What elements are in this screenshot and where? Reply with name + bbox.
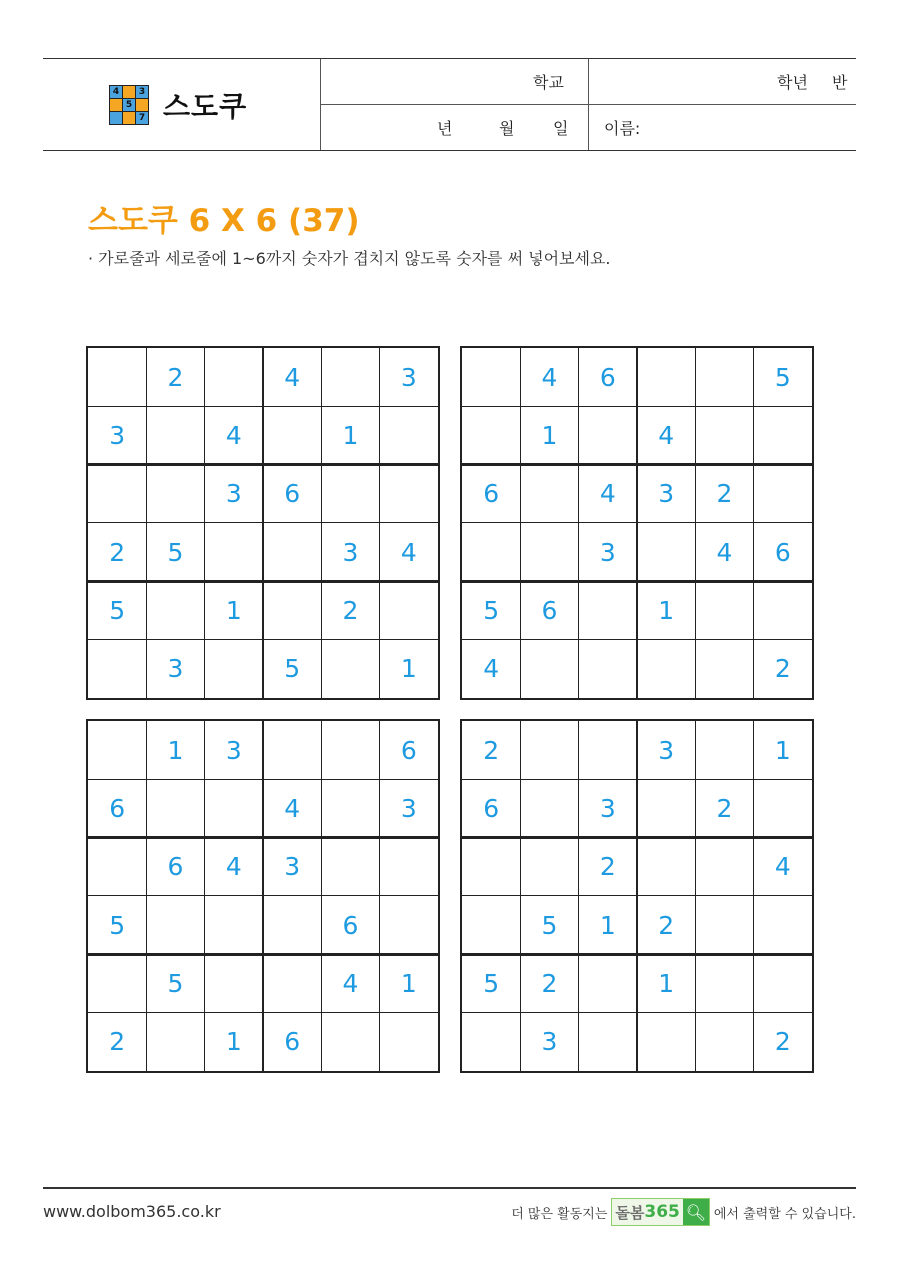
empty-cell[interactable] [754, 406, 812, 464]
given-digit-cell: 3 [658, 735, 675, 765]
logo-digit [110, 112, 122, 124]
brand-number: 365 [644, 1202, 680, 1222]
given-digit-cell: 4 [541, 362, 558, 392]
given-digit-cell: 5 [483, 595, 500, 625]
given-digit-cell: 3 [599, 793, 616, 823]
given-digit-cell: 6 [109, 793, 126, 823]
given-digit-cell: 5 [167, 968, 184, 998]
given-digit-cell: 6 [284, 479, 301, 509]
empty-cell[interactable] [88, 640, 146, 698]
given-digit-cell: 4 [774, 852, 791, 882]
given-digit-cell: 2 [541, 968, 558, 998]
given-digit-cell: 6 [483, 793, 500, 823]
empty-cell[interactable] [754, 954, 812, 1012]
empty-cell[interactable] [321, 779, 379, 837]
empty-cell[interactable] [462, 406, 520, 464]
given-digit-cell: 3 [342, 537, 359, 567]
given-digit-cell: 1 [225, 595, 242, 625]
given-digit-cell: 4 [342, 968, 359, 998]
given-digit-cell: 2 [716, 479, 733, 509]
month-label: 월 [499, 119, 515, 138]
empty-cell[interactable] [695, 348, 753, 406]
logo-digit [123, 86, 135, 98]
logo-digit: 3 [136, 86, 148, 98]
empty-cell[interactable] [146, 896, 204, 954]
given-digit-cell: 2 [109, 1027, 126, 1057]
footer-suffix: 에서 출력할 수 있습니다. [713, 1206, 856, 1222]
empty-cell[interactable] [321, 348, 379, 406]
page-title: 스도쿠 6 X 6 (37) [88, 203, 360, 239]
empty-cell[interactable] [205, 640, 263, 698]
given-digit-cell: 5 [284, 654, 301, 684]
sudoku-board-4 [460, 719, 814, 1073]
given-digit-cell: 5 [483, 968, 500, 998]
empty-cell[interactable] [695, 896, 753, 954]
empty-cell[interactable] [380, 1013, 438, 1071]
empty-cell[interactable] [579, 954, 637, 1012]
empty-cell[interactable] [695, 640, 753, 698]
empty-cell[interactable] [380, 406, 438, 464]
given-digit-cell: 5 [774, 362, 791, 392]
given-digit-cell: 1 [400, 968, 417, 998]
empty-cell[interactable] [520, 779, 578, 837]
search-icon: 🔍︎ [683, 1199, 709, 1225]
given-digit-cell: 1 [658, 968, 675, 998]
empty-cell[interactable] [520, 523, 578, 581]
empty-cell[interactable] [380, 896, 438, 954]
given-digit-cell: 6 [483, 479, 500, 509]
logo-icon [109, 85, 149, 125]
given-digit-cell: 2 [342, 595, 359, 625]
empty-cell[interactable] [695, 838, 753, 896]
given-digit-cell: 5 [167, 537, 184, 567]
empty-cell[interactable] [321, 1013, 379, 1071]
empty-cell[interactable] [205, 523, 263, 581]
given-digit-cell: 5 [541, 910, 558, 940]
brand-name [612, 1199, 682, 1225]
logo-digit [110, 99, 122, 111]
empty-cell[interactable] [205, 954, 263, 1012]
empty-cell[interactable] [754, 779, 812, 837]
empty-cell[interactable] [637, 640, 695, 698]
empty-cell[interactable] [146, 581, 204, 639]
empty-cell[interactable] [321, 838, 379, 896]
sudoku-board-2 [460, 346, 814, 700]
empty-cell[interactable] [520, 465, 578, 523]
empty-cell[interactable] [205, 348, 263, 406]
empty-cell[interactable] [754, 896, 812, 954]
grade-label: 학년 [777, 73, 808, 92]
given-digit-cell: 1 [658, 595, 675, 625]
given-digit-cell: 2 [658, 910, 675, 940]
empty-cell[interactable] [579, 640, 637, 698]
given-digit-cell: 1 [541, 420, 558, 450]
empty-cell[interactable] [380, 838, 438, 896]
given-digit-cell: 3 [400, 362, 417, 392]
footer-url[interactable]: www.dolbom365.co.kr [43, 1202, 221, 1221]
instructions: · 가로줄과 세로줄에 1~6까지 숫자가 겹치지 않도록 숫자를 써 넣어보세요. [88, 249, 611, 268]
logo [109, 85, 247, 125]
given-digit-cell: 3 [167, 654, 184, 684]
empty-cell[interactable] [321, 640, 379, 698]
given-digit-cell: 1 [599, 910, 616, 940]
empty-cell[interactable] [88, 721, 146, 779]
empty-cell[interactable] [579, 581, 637, 639]
sudoku-board-1 [86, 346, 440, 700]
given-digit-cell: 4 [400, 537, 417, 567]
empty-cell[interactable] [520, 640, 578, 698]
empty-cell[interactable] [88, 348, 146, 406]
empty-cell[interactable] [520, 721, 578, 779]
given-digit-cell: 3 [284, 852, 301, 882]
empty-cell[interactable] [462, 1013, 520, 1071]
given-digit-cell: 4 [284, 362, 301, 392]
empty-cell[interactable] [637, 348, 695, 406]
empty-cell[interactable] [146, 465, 204, 523]
empty-cell[interactable] [380, 581, 438, 639]
empty-cell[interactable] [146, 1013, 204, 1071]
logo-text: 스도쿠 [163, 90, 248, 123]
logo-cell [43, 59, 321, 150]
given-digit-cell: 3 [541, 1027, 558, 1057]
empty-cell[interactable] [146, 406, 204, 464]
given-digit-cell: 6 [167, 852, 184, 882]
given-digit-cell: 3 [225, 479, 242, 509]
empty-cell[interactable] [754, 581, 812, 639]
given-digit-cell: 5 [109, 595, 126, 625]
empty-cell[interactable] [695, 954, 753, 1012]
given-digit-cell: 6 [284, 1027, 301, 1057]
given-digit-cell: 3 [599, 537, 616, 567]
given-digit-cell: 6 [774, 537, 791, 567]
empty-cell[interactable] [88, 838, 146, 896]
empty-cell[interactable] [579, 406, 637, 464]
given-digit-cell: 2 [483, 735, 500, 765]
given-digit-cell: 4 [658, 420, 675, 450]
logo-digit [123, 112, 135, 124]
empty-cell[interactable] [637, 523, 695, 581]
given-digit-cell: 2 [774, 654, 791, 684]
empty-cell[interactable] [263, 954, 321, 1012]
header-row-school [321, 59, 856, 105]
given-digit-cell: 4 [483, 654, 500, 684]
empty-cell[interactable] [263, 523, 321, 581]
empty-cell[interactable] [205, 896, 263, 954]
empty-cell[interactable] [146, 779, 204, 837]
given-digit-cell: 3 [658, 479, 675, 509]
empty-cell[interactable] [520, 838, 578, 896]
logo-digit: 4 [110, 86, 122, 98]
year-label: 년 [437, 119, 453, 138]
given-digit-cell: 1 [167, 735, 184, 765]
empty-cell[interactable] [579, 1013, 637, 1071]
given-digit-cell: 1 [342, 420, 359, 450]
school-label: 학교 [533, 73, 564, 92]
empty-cell[interactable] [462, 896, 520, 954]
worksheet-header [43, 58, 856, 151]
empty-cell[interactable] [263, 406, 321, 464]
given-digit-cell: 1 [774, 735, 791, 765]
footer-prefix: 더 많은 활동지는 [511, 1206, 608, 1222]
given-digit-cell: 6 [599, 362, 616, 392]
empty-cell[interactable] [462, 523, 520, 581]
given-digit-cell: 3 [109, 420, 126, 450]
brand-logo[interactable] [611, 1198, 709, 1226]
empty-cell[interactable] [380, 465, 438, 523]
day-label: 일 [553, 119, 569, 138]
footer-divider [43, 1187, 856, 1189]
header-row-date [321, 105, 856, 150]
given-digit-cell: 2 [599, 852, 616, 882]
given-digit-cell: 4 [225, 420, 242, 450]
given-digit-cell: 3 [400, 793, 417, 823]
empty-cell[interactable] [263, 581, 321, 639]
class-label: 반 [832, 73, 848, 92]
logo-digit [136, 99, 148, 111]
empty-cell[interactable] [637, 779, 695, 837]
given-digit-cell: 4 [284, 793, 301, 823]
given-digit-cell: 2 [716, 793, 733, 823]
logo-digit: 7 [136, 112, 148, 124]
given-digit-cell: 6 [541, 595, 558, 625]
given-digit-cell: 2 [774, 1027, 791, 1057]
name-label: 이름: [604, 119, 641, 138]
given-digit-cell: 3 [225, 735, 242, 765]
empty-cell[interactable] [321, 465, 379, 523]
empty-cell[interactable] [579, 721, 637, 779]
empty-cell[interactable] [88, 465, 146, 523]
given-digit-cell: 1 [225, 1027, 242, 1057]
empty-cell[interactable] [695, 721, 753, 779]
empty-cell[interactable] [695, 406, 753, 464]
empty-cell[interactable] [637, 838, 695, 896]
footer-note [511, 1198, 856, 1226]
empty-cell[interactable] [754, 465, 812, 523]
given-digit-cell: 2 [167, 362, 184, 392]
empty-cell[interactable] [695, 1013, 753, 1071]
given-digit-cell: 1 [400, 654, 417, 684]
empty-cell[interactable] [263, 721, 321, 779]
given-digit-cell: 4 [716, 537, 733, 567]
given-digit-cell: 6 [342, 910, 359, 940]
sudoku-board-3 [86, 719, 440, 1073]
empty-cell[interactable] [695, 581, 753, 639]
given-digit-cell: 6 [400, 735, 417, 765]
empty-cell[interactable] [462, 348, 520, 406]
given-digit-cell: 5 [109, 910, 126, 940]
empty-cell[interactable] [321, 721, 379, 779]
empty-cell[interactable] [462, 838, 520, 896]
logo-digit: 5 [123, 99, 135, 111]
given-digit-cell: 4 [225, 852, 242, 882]
empty-cell[interactable] [637, 1013, 695, 1071]
given-digit-cell: 4 [599, 479, 616, 509]
given-digit-cell: 2 [109, 537, 126, 567]
empty-cell[interactable] [263, 896, 321, 954]
empty-cell[interactable] [205, 779, 263, 837]
empty-cell[interactable] [88, 954, 146, 1012]
brand-name-text: 돌봄 [615, 1203, 645, 1222]
